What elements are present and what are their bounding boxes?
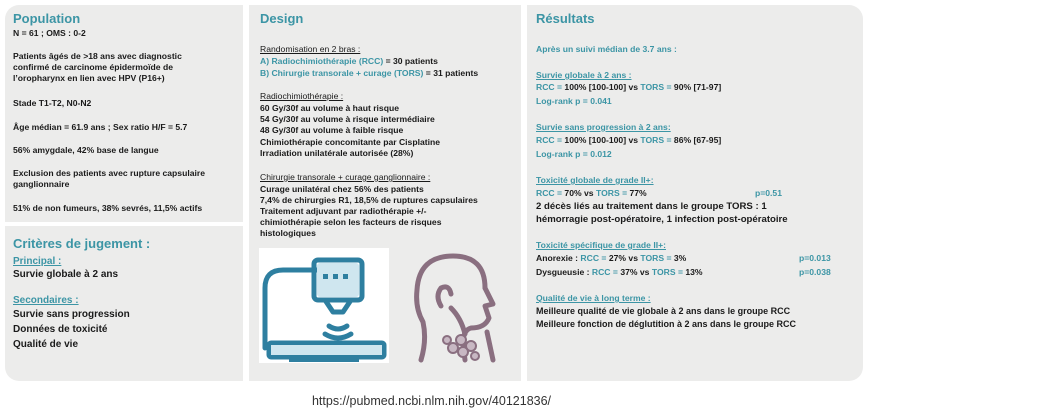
- results-panel: [527, 5, 863, 381]
- radiochemo-line-3: 48 Gy/30f au volume à faible risque: [260, 125, 404, 135]
- surgery-line-3: Traitement adjuvant par radiothérapie +/-: [260, 206, 427, 216]
- linear-accelerator-icon: [259, 248, 389, 363]
- deaths-line-1: 2 décès liés au traitement dans le groupe TORS : 1: [536, 201, 767, 212]
- surgery-line-4: chimiothérapie selon les facteurs de risques: [260, 217, 442, 227]
- arm-b: B) Chirurgie transorale + curage (TORS) = 31 patients: [260, 68, 479, 78]
- pfs-values: RCC = 100% [100-100] vs TORS = 86% [67-95]: [536, 135, 722, 145]
- radiochemo-label: Radiochimiothérapie :: [260, 91, 344, 101]
- pfs-logrank: Log-rank p = 0.012: [536, 149, 612, 159]
- population-smokers: 51% de non fumeurs, 38% sevrés, 11,5% actifs: [13, 203, 203, 213]
- followup: Après un suivi médian de 3.7 ans :: [536, 44, 677, 54]
- head-throat-icon: [401, 248, 511, 366]
- criteria-secondary-3: Qualité de vie: [13, 339, 79, 350]
- global-toxicity-values: RCC = 70% vs TORS = 77%: [536, 188, 647, 198]
- design-title: Design: [260, 11, 304, 26]
- population-desc-3: l’oropharynx en lien avec HPV (P16+): [13, 73, 165, 83]
- population-stage: Stade T1-T2, N0-N2: [13, 98, 92, 108]
- criteria-primary-label: Principal :: [13, 256, 62, 267]
- global-toxicity-p: p=0.51: [755, 188, 782, 198]
- specific-toxicity-label: Toxicité spécifique de grade II+:: [536, 240, 666, 250]
- population-desc-1: Patients âgés de >18 ans avec diagnostic: [13, 51, 182, 61]
- radiochemo-line-4: Chimiothérapie concomitante par Cisplatine: [260, 137, 441, 147]
- criteria-title: Critères de jugement :: [13, 236, 151, 251]
- criteria-panel: [5, 226, 243, 381]
- surgery-line-2: 7,4% de chirurgies R1, 18,5% de ruptures capsulaires: [260, 195, 478, 205]
- radiochemo-line-2: 54 Gy/30f au volume à risque intermédiaire: [260, 114, 435, 124]
- os-values: RCC = 100% [100-100] vs TORS = 90% [71-97]: [536, 82, 722, 92]
- deaths-line-2: hémorragie post-opératoire, 1 infection post-opératoire: [536, 214, 788, 225]
- global-toxicity-label: Toxicité globale de grade II+:: [536, 175, 654, 185]
- criteria-secondary-2: Données de toxicité: [13, 324, 108, 335]
- population-n: N = 61 ; OMS : 0-2: [13, 28, 86, 38]
- dysgeusia-p: p=0.038: [799, 267, 831, 277]
- radiochemo-line-5: Irradiation unilatérale autorisée (28%): [260, 148, 414, 158]
- population-panel: [5, 5, 243, 222]
- population-exclusion-2: ganglionnaire: [13, 179, 70, 189]
- criteria-secondary-label: Secondaires :: [13, 295, 79, 306]
- os-label: Survie globale à 2 ans :: [536, 70, 632, 80]
- source-url[interactable]: https://pubmed.ncbi.nlm.nih.gov/40121836/: [311, 394, 552, 408]
- population-desc-2: confirmé de carcinome épidermoïde de: [13, 62, 173, 72]
- qol-label: Qualité de vie à long terme :: [536, 293, 651, 303]
- randomisation-label: Randomisation en 2 bras :: [260, 44, 361, 54]
- qol-line-2: Meilleure fonction de déglutition à 2 ans dans le groupe RCC: [536, 319, 797, 329]
- population-exclusion-1: Exclusion des patients avec rupture capsulaire: [13, 168, 205, 178]
- os-logrank: Log-rank p = 0.041: [536, 96, 612, 106]
- population-sites: 56% amygdale, 42% base de langue: [13, 145, 159, 155]
- qol-line-1: Meilleure qualité de vie globale à 2 ans dans le groupe RCC: [536, 306, 791, 316]
- anorexia-values: Anorexie : RCC = 27% vs TORS = 3%: [536, 253, 687, 263]
- criteria-secondary-1: Survie sans progression: [13, 309, 130, 320]
- anorexia-p: p=0.013: [799, 253, 831, 263]
- surgery-line-5: histologiques: [260, 228, 316, 238]
- population-age: Âge médian = 61.9 ans ; Sex ratio H/F = 5.7: [13, 122, 188, 132]
- criteria-primary: Survie globale à 2 ans: [13, 269, 119, 280]
- radiochemo-line-1: 60 Gy/30f au volume à haut risque: [260, 103, 399, 113]
- surgery-line-1: Curage unilatéral chez 56% des patients: [260, 184, 424, 194]
- design-panel: [249, 5, 521, 381]
- population-title: Population: [13, 11, 81, 26]
- dysgeusia-values: Dysgueusie : RCC = 37% vs TORS = 13%: [536, 267, 703, 277]
- results-title: Résultats: [536, 11, 595, 26]
- surgery-label: Chirurgie transorale + curage ganglionnaire :: [260, 172, 431, 182]
- pfs-label: Survie sans progression à 2 ans:: [536, 122, 671, 132]
- arm-a: A) Radiochimiothérapie (RCC) = 30 patients: [260, 56, 438, 66]
